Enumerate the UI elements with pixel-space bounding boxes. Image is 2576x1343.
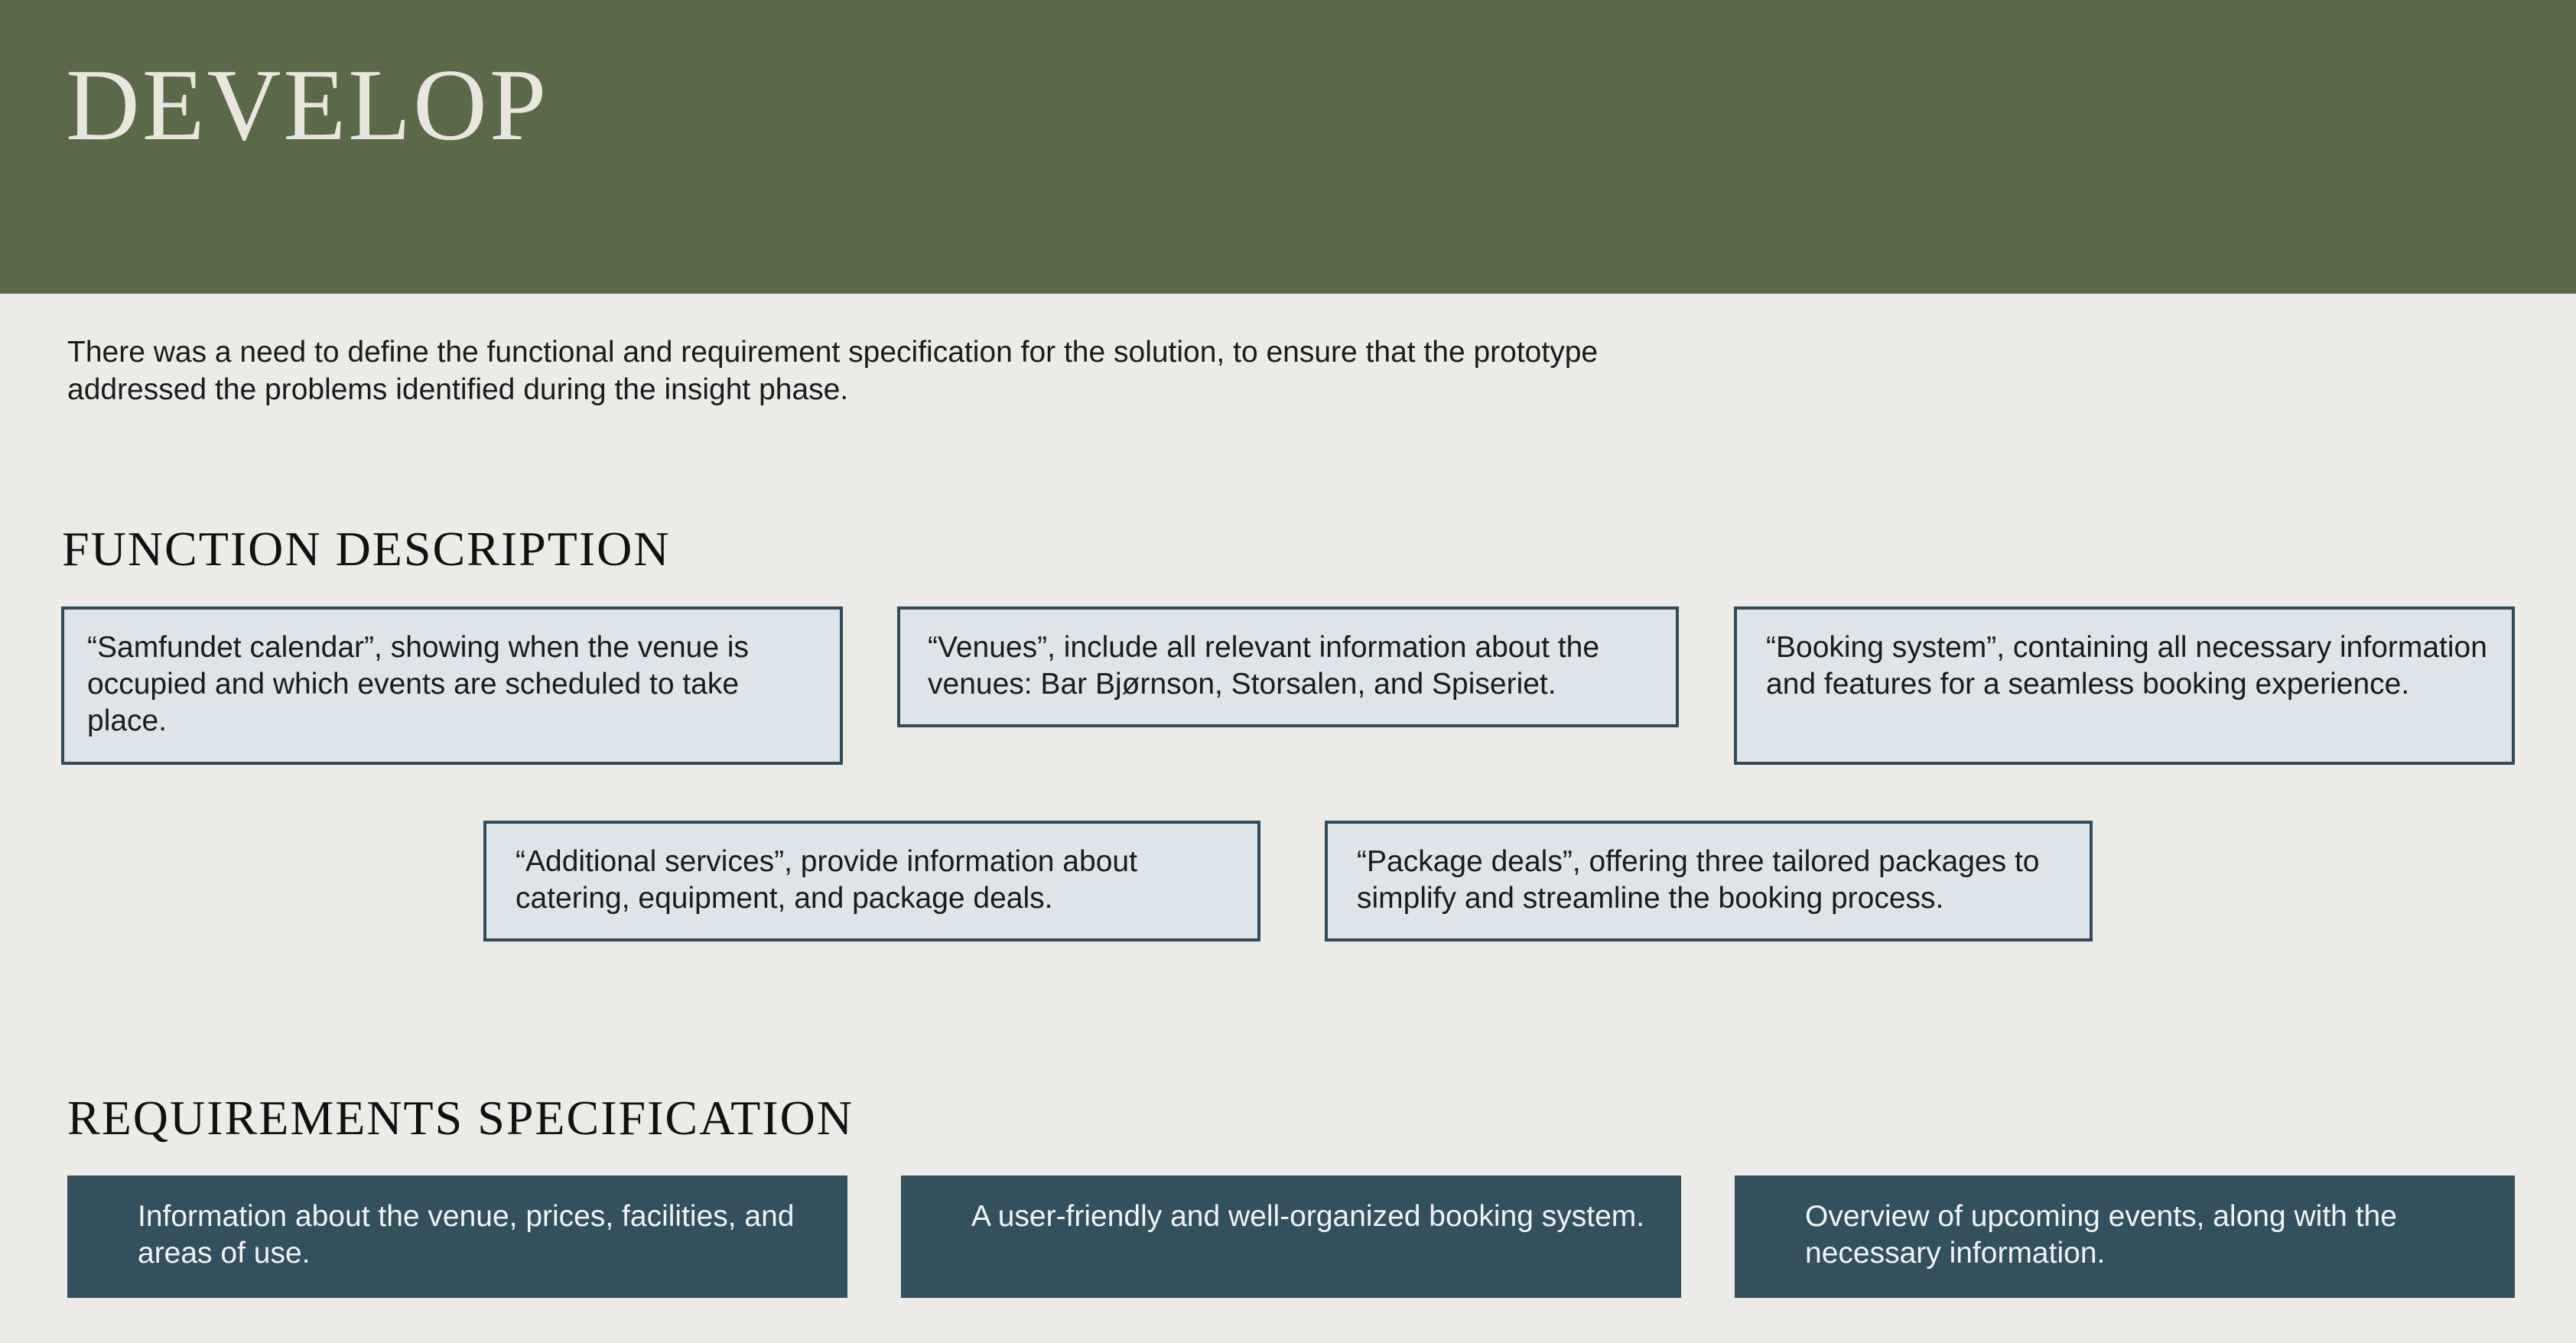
requirement-box-events (1735, 1176, 2515, 1298)
header-band (0, 0, 2576, 294)
requirement-box-booking (901, 1176, 1681, 1298)
function-box-text: “Samfundet calendar”, showing when the venue is occupied and which events are scheduled to take place. (87, 631, 750, 737)
function-box-calendar (61, 606, 843, 765)
function-box-booking-system (1734, 606, 2515, 765)
function-box-text: “Package deals”, offering three tailored packages to simplify and streamline the booking process. (1357, 845, 2040, 915)
requirements-specification-heading: REQUIREMENTS SPECIFICATION (67, 1091, 854, 1145)
function-description-heading: FUNCTION DESCRIPTION (62, 522, 671, 576)
page-title: DEVELOP (66, 48, 549, 161)
requirement-box-venue-info (67, 1176, 847, 1298)
function-box-additional-services (483, 821, 1260, 941)
intro-paragraph: There was a need to define the functional and requirement specification for the solution, to ensure that the prototype addressed the problems identified during the insight phase. (67, 336, 1599, 406)
requirement-box-text: Information about the venue, prices, facilities, and areas of use. (138, 1200, 795, 1270)
function-box-venues (897, 606, 1679, 727)
requirement-box-text: A user-friendly and well-organized booking system. (971, 1200, 1645, 1233)
requirement-box-text: Overview of upcoming events, along with the necessary information. (1805, 1200, 2397, 1270)
function-box-text: “Additional services”, provide information about catering, equipment, and package deals. (516, 845, 1137, 915)
function-box-package-deals (1325, 821, 2093, 941)
function-box-text: “Venues”, include all relevant information about the venues: Bar Bjørnson, Storsalen, and Spiseriet. (928, 631, 1600, 701)
function-box-text: “Booking system”, containing all necessary information and features for a seamless booking experience. (1766, 631, 2487, 701)
